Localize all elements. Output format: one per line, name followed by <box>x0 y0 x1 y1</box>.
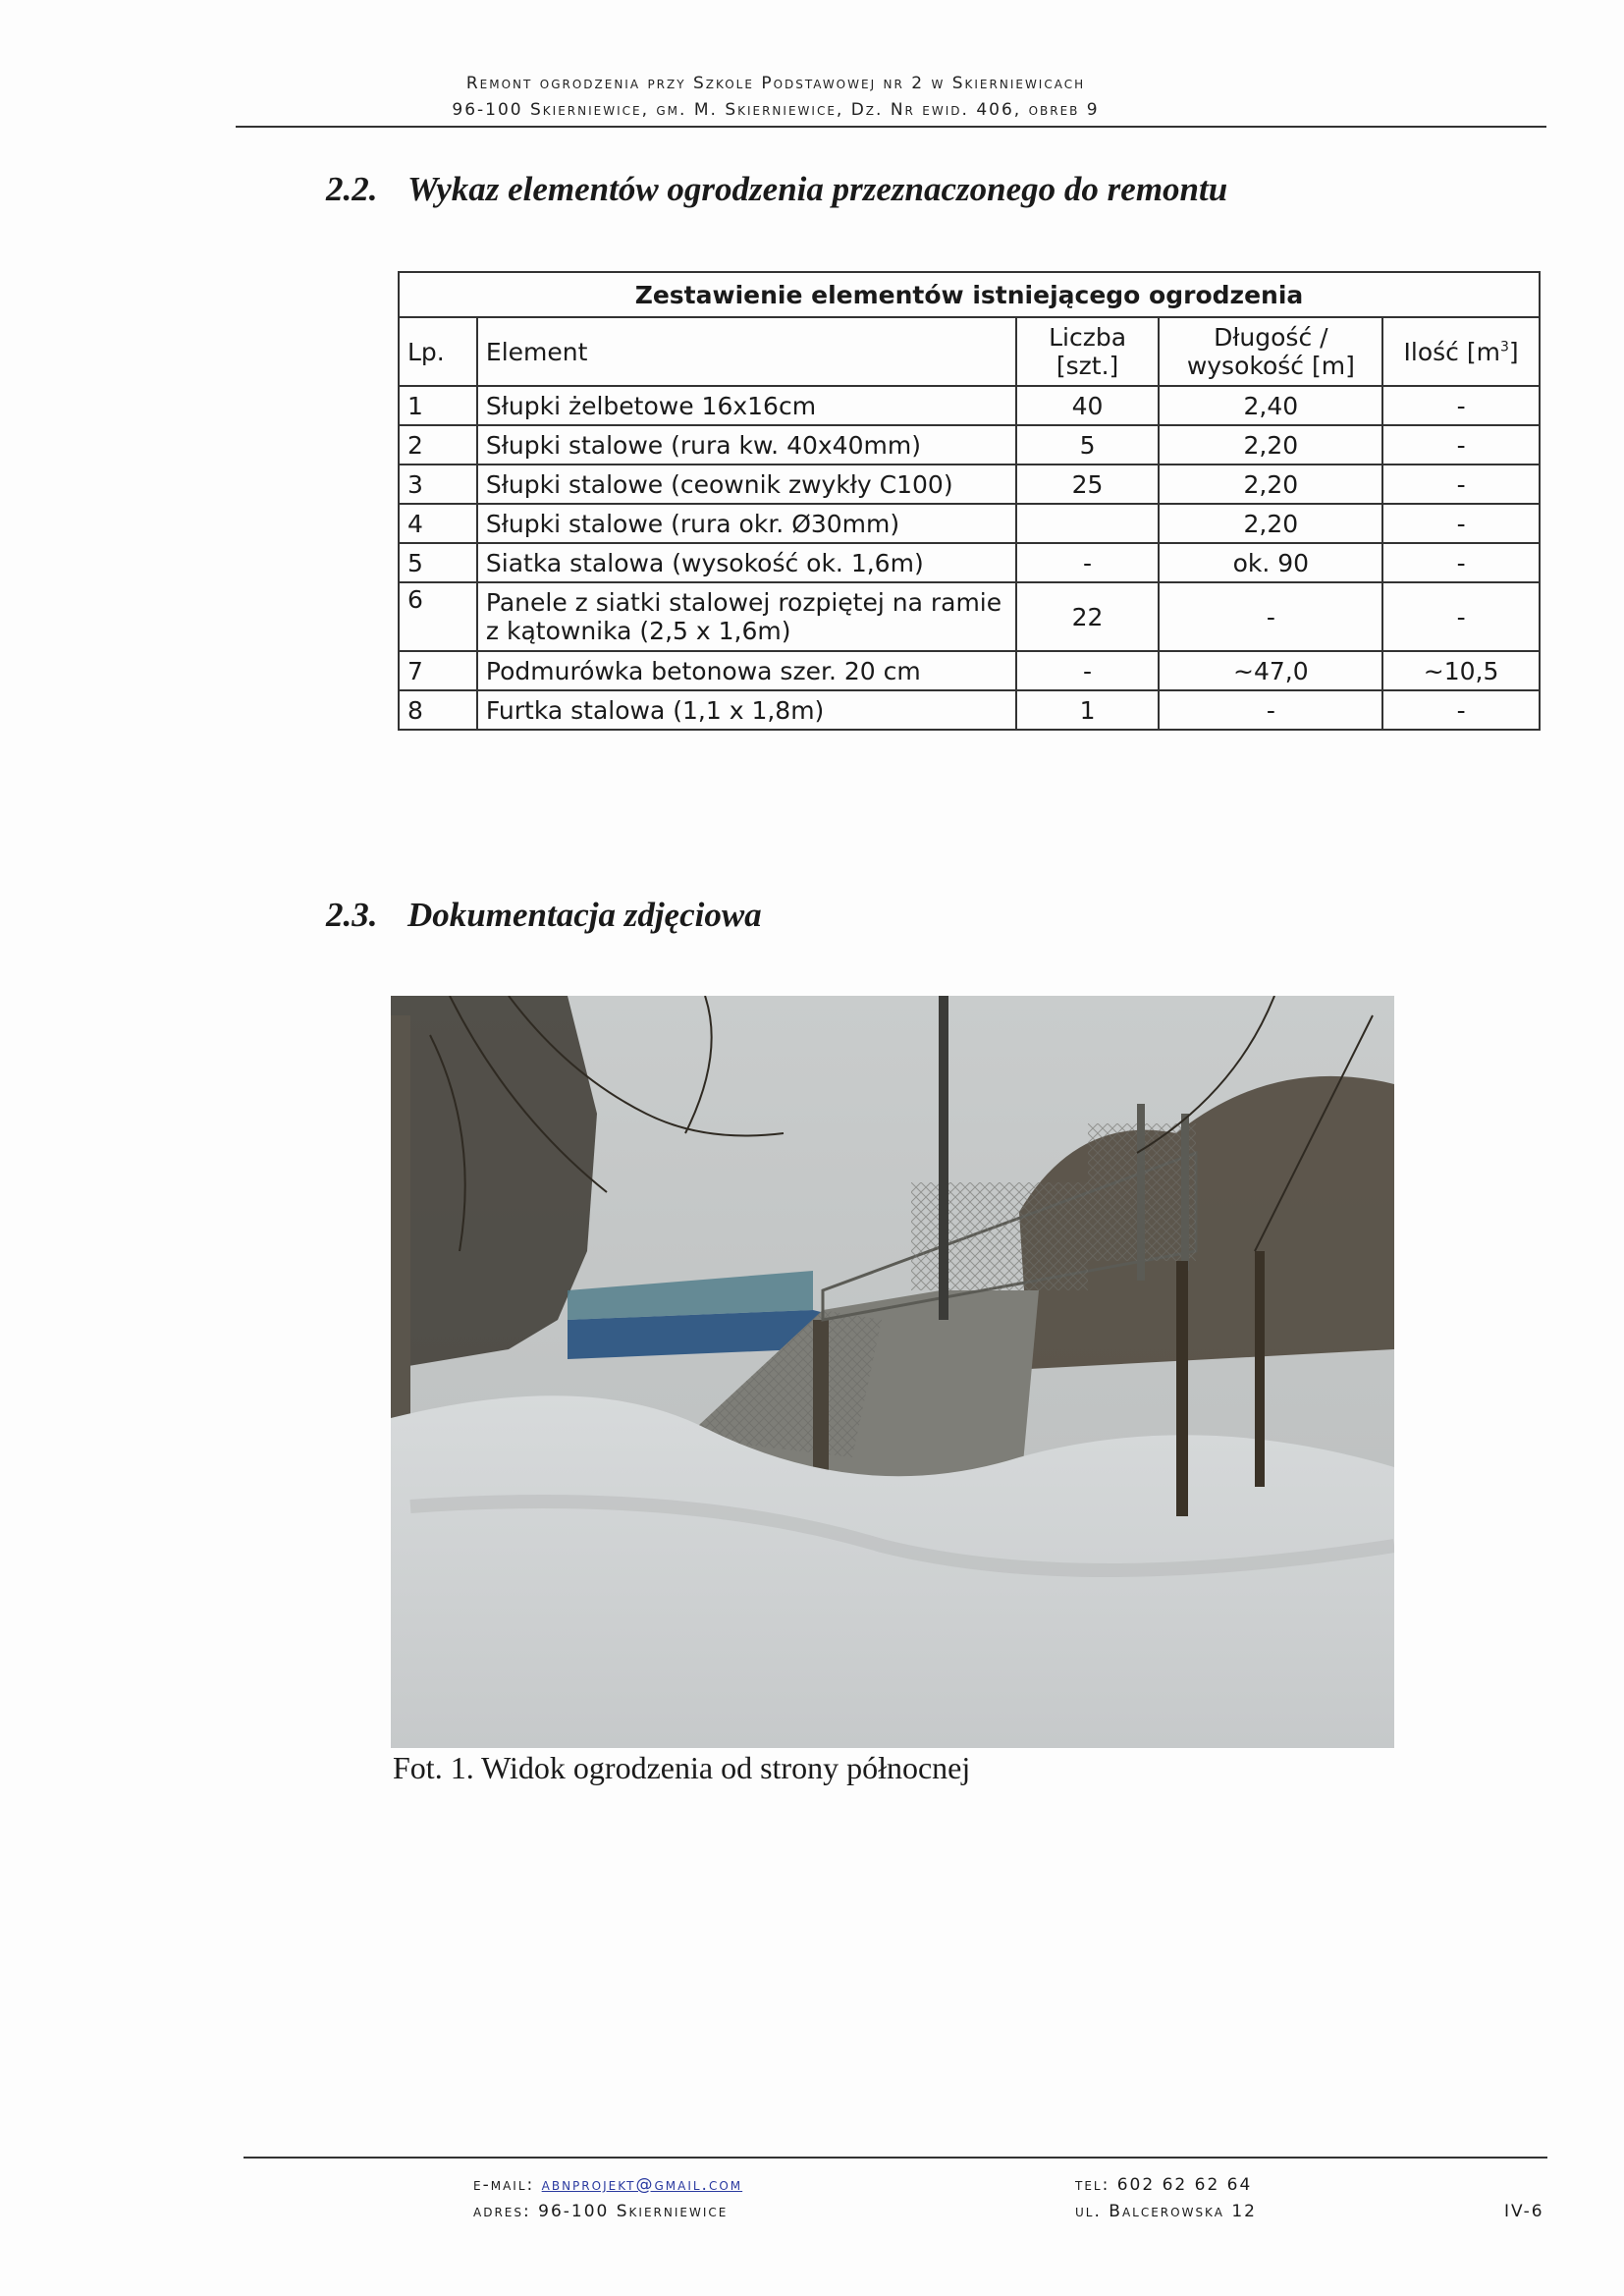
cell-lp: 7 <box>399 651 477 690</box>
cell-length: 2,20 <box>1159 425 1382 465</box>
table-row <box>399 465 1540 504</box>
table-row <box>399 425 1540 465</box>
cell-volume: - <box>1382 465 1540 504</box>
section-title: Wykaz elementów ogrodzenia przeznaczonego do remontu <box>407 170 1228 208</box>
cell-volume: - <box>1382 386 1540 425</box>
table-row <box>399 651 1540 690</box>
header-volume-end: ] <box>1508 337 1519 366</box>
cell-volume: - <box>1382 582 1540 651</box>
section-2-3-heading <box>326 896 762 935</box>
cell-count: 25 <box>1016 465 1160 504</box>
cell-lp: 3 <box>399 465 477 504</box>
footer-tel-line <box>1075 2172 1257 2199</box>
cell-element: Słupki stalowe (rura okr. Ø30mm) <box>477 504 1016 543</box>
cell-count: - <box>1016 651 1160 690</box>
cell-element: Podmurówka betonowa szer. 20 cm <box>477 651 1016 690</box>
footer-address-line <box>473 2199 742 2225</box>
utility-pole <box>939 996 948 1320</box>
cell-volume: ~10,5 <box>1382 651 1540 690</box>
cell-lp: 5 <box>399 543 477 582</box>
footer-street: ul. Balcerowska 12 <box>1075 2202 1257 2221</box>
page-number: IV-6 <box>1504 2202 1544 2221</box>
footer-right <box>1075 2172 1257 2225</box>
wall-post <box>813 1320 829 1487</box>
cell-element: Furtka stalowa (1,1 x 1,8m) <box>477 690 1016 730</box>
cell-lp: 4 <box>399 504 477 543</box>
header-count <box>1016 317 1160 386</box>
header-volume <box>1382 317 1540 386</box>
cell-length: 2,20 <box>1159 504 1382 543</box>
address-value: 96-100 Skierniewice <box>538 2202 729 2221</box>
section-number: 2.3. <box>326 896 378 934</box>
photo-caption: Fot. 1. Widok ogrodzenia od strony północnej <box>393 1750 971 1785</box>
cell-length: ok. 90 <box>1159 543 1382 582</box>
fence-post <box>1137 1104 1145 1281</box>
cell-count <box>1016 504 1160 543</box>
cell-count: 40 <box>1016 386 1160 425</box>
cell-length: ~47,0 <box>1159 651 1382 690</box>
cell-element: Słupki stalowe (rura kw. 40x40mm) <box>477 425 1016 465</box>
header-count-line1: Liczba <box>1049 323 1127 352</box>
table-row <box>399 504 1540 543</box>
header-lp: Lp. <box>399 317 477 386</box>
header-element: Element <box>477 317 1016 386</box>
email-link[interactable]: abnprojekt@gmail.com <box>541 2175 743 2195</box>
fence-post <box>1181 1114 1189 1271</box>
cell-lp: 1 <box>399 386 477 425</box>
header-length-line2: wysokość [m] <box>1186 352 1355 380</box>
tree-trunk <box>1176 1261 1188 1516</box>
cell-element: Siatka stalowa (wysokość ok. 1,6m) <box>477 543 1016 582</box>
fence-photo <box>391 996 1394 1748</box>
cell-lp: 2 <box>399 425 477 465</box>
cell-element-line2: z kątownika (2,5 x 1,6m) <box>485 617 791 645</box>
header-length <box>1159 317 1382 386</box>
cell-length: - <box>1159 690 1382 730</box>
fence-panel <box>911 1182 1088 1290</box>
email-label: e-mail: <box>473 2175 535 2195</box>
section-number: 2.2. <box>326 170 378 208</box>
table-header-row <box>399 317 1540 386</box>
cell-count: 5 <box>1016 425 1160 465</box>
elements-table <box>398 271 1541 731</box>
table-caption-row <box>399 272 1540 317</box>
cell-element: Słupki stalowe (ceownik zwykły C100) <box>477 465 1016 504</box>
footer-email-line <box>473 2172 742 2199</box>
cell-count: 1 <box>1016 690 1160 730</box>
cell-lp: 6 <box>399 582 477 651</box>
cell-element-line1: Panele z siatki stalowej rozpiętej na ramie <box>485 588 1002 617</box>
table-row <box>399 386 1540 425</box>
cell-length: 2,40 <box>1159 386 1382 425</box>
table-row <box>399 543 1540 582</box>
header-volume-text: Ilość [m <box>1403 337 1500 366</box>
table-row <box>399 582 1540 651</box>
header-title: Remont ogrodzenia przy Szkole Podstawowej nr 2 w Skierniewicach <box>465 74 1086 93</box>
cell-count: - <box>1016 543 1160 582</box>
tel-value: 602 62 62 64 <box>1116 2175 1253 2195</box>
cell-volume: - <box>1382 425 1540 465</box>
table-caption: Zestawienie elementów istniejącego ogrodzenia <box>399 272 1540 317</box>
table-row <box>399 690 1540 730</box>
cell-count: 22 <box>1016 582 1160 651</box>
header-address: 96-100 Skierniewice, gm. M. Skierniewice, Dz. Nr ewid. 406, obreb 9 <box>452 100 1100 120</box>
cell-element: Słupki żelbetowe 16x16cm <box>477 386 1016 425</box>
document-header <box>236 71 1316 124</box>
cell-lp: 8 <box>399 690 477 730</box>
cell-volume: - <box>1382 543 1540 582</box>
header-count-line2: [szt.] <box>1056 352 1119 380</box>
tel-label: tel: <box>1075 2175 1110 2195</box>
cell-element <box>477 582 1016 651</box>
tree-trunk <box>1255 1251 1265 1487</box>
address-label: adres: <box>473 2202 531 2221</box>
cell-length: 2,20 <box>1159 465 1382 504</box>
cell-volume: - <box>1382 690 1540 730</box>
cell-volume: - <box>1382 504 1540 543</box>
header-volume-sup: 3 <box>1499 339 1509 355</box>
cell-length: - <box>1159 582 1382 651</box>
section-title: Dokumentacja zdjęciowa <box>407 896 762 934</box>
header-rule <box>236 126 1546 128</box>
footer-rule <box>244 2157 1547 2159</box>
section-2-2-heading <box>326 170 1227 209</box>
footer-left <box>473 2172 742 2225</box>
header-length-line1: Długość / <box>1214 323 1328 352</box>
